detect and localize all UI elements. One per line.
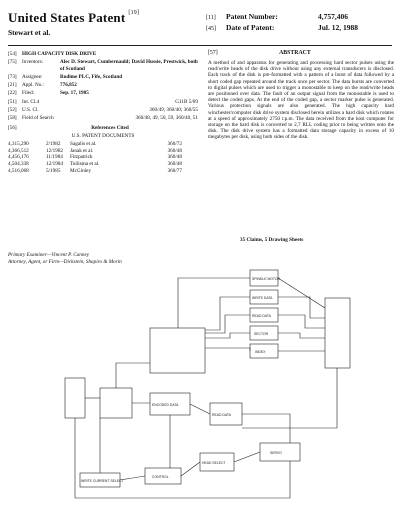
- invention-title: HIGH CAPACITY DISK DRIVE: [22, 51, 97, 57]
- title-text: United States Patent: [8, 10, 126, 25]
- field-inventors: [8, 59, 198, 72]
- field-label: Assignee:: [22, 73, 43, 80]
- diagram-label: ENCODED DATA: [152, 403, 179, 407]
- references-heading-row: [8, 125, 198, 132]
- references-subheading: U.S. PATENT DOCUMENTS: [71, 132, 135, 139]
- reference-number: 4,504,338: [8, 161, 29, 168]
- reference-cls: 360/48: [167, 147, 182, 154]
- diagram-label: READ DATA: [212, 413, 231, 417]
- read-write-block: [100, 388, 132, 418]
- field-label: Filed:: [22, 90, 35, 97]
- field-int-cl: [8, 99, 198, 106]
- reference-number: 4,366,512: [8, 147, 29, 154]
- field-label: Field of Search: [22, 114, 54, 121]
- reference-row: [8, 154, 194, 161]
- field-label: Int. Cl.4: [22, 98, 40, 105]
- diagram-label: SECTOR: [254, 332, 269, 336]
- controller-block: [150, 328, 205, 373]
- title-code: [19]: [128, 10, 140, 16]
- field-value: G11B 5/09: [175, 98, 198, 105]
- field-code: [58]: [8, 114, 17, 121]
- diagram-label: INDEX: [255, 350, 266, 354]
- field-code: [51]: [8, 98, 17, 105]
- field-code: [54]: [8, 51, 17, 57]
- field-value: Alec D. Stewart, Cumbernauld; David Hussie, Prestwick, both of Scotland: [60, 59, 198, 72]
- reference-date: 2/1982: [46, 141, 61, 148]
- reference-cls: 360/48: [167, 161, 182, 168]
- examiner-block: [8, 252, 198, 265]
- patent-number-block: [206, 12, 396, 32]
- field-code: [52]: [8, 106, 17, 113]
- reference-date: 12/1982: [46, 147, 64, 154]
- abstract-text: A method of and apparatus for generating and processing hard sector pulses using the read/write heads of the disk drive without using any external transducers is disclosed. Each track of the disk is pre-formatted with a pattern of a burst of data followed by a short coded gap repeated around the track once per sector. The data bursts are converted to digital pulses which are used to trigger a monostable to keep on the read/write heads are positioned over data. The fault of an output signal from the monostable is used to detect the coded gaps. At the end of the coded gap, a sector marker pulse is generated. Various protection signals are also generated. The high capacity hard winchester/computer disk drive system disclosed herein utilizes a hard disk which rotates at a speed of approximately 2750 r.p.m. The data received from the host computer for storage on the hard disk is converted to 2,7 RLL coding prior to being written onto the disk. The disk drive system has a formatted data storage capacity in excess of 10 megabytes per disk, using both sides of the disk.: [208, 60, 394, 141]
- reference-number: 4,456,176: [8, 154, 29, 161]
- reference-date: 12/1984: [46, 161, 64, 168]
- diagram-label: WRITE CURRENT SELECT: [81, 479, 124, 483]
- patent-number-label: Patent Number:: [226, 12, 278, 21]
- reference-name: Sagalis et al.: [70, 141, 97, 148]
- reference-name: Toilisma et al.: [70, 161, 100, 168]
- diagram-label: READ DATA: [252, 314, 271, 318]
- patent-date-row: [206, 23, 396, 32]
- field-value: Sep. 17, 1985: [60, 90, 89, 97]
- diagram-label: HEAD SELECT: [202, 461, 226, 465]
- reference-name: McGinley: [70, 167, 92, 174]
- references-table: [8, 141, 194, 174]
- inventor-line: Stewart et al.: [8, 28, 51, 37]
- field-title: [8, 51, 198, 58]
- host-interface-block: [325, 298, 350, 368]
- abstract-heading: ABSTRACT: [279, 50, 311, 56]
- reference-date: 5/1985: [46, 167, 61, 174]
- patent-title: [8, 10, 139, 26]
- diagram-label: WRITE DATA: [252, 296, 273, 300]
- field-value: 360/49; 360/40; 360/55: [149, 106, 198, 113]
- abstract-heading-row: [208, 50, 394, 56]
- reference-row: [8, 141, 194, 148]
- field-label: U.S. Cl.: [22, 106, 39, 113]
- patent-number: 4,757,406: [318, 12, 348, 21]
- diagram-label: SERVO: [270, 451, 282, 455]
- reference-cls: 360/72: [167, 141, 182, 148]
- disk-block: [65, 378, 85, 418]
- field-value: 360/48, 49, 50, 59, 360/40, 51: [135, 114, 198, 121]
- diagram-label: SPINDLE MOTOR: [252, 277, 281, 281]
- biblio-fields: [8, 51, 198, 174]
- field-search: [8, 115, 198, 122]
- field-value: Rodime PLC, Fife, Scotland: [60, 73, 123, 80]
- reference-name: Janak et al.: [70, 147, 94, 154]
- patent-date: Jul. 12, 1988: [318, 23, 359, 32]
- field-label: Inventors:: [22, 59, 44, 66]
- abstract-code: [57]: [208, 50, 218, 56]
- references-code: [56]: [8, 124, 17, 131]
- field-code: [75]: [8, 59, 17, 66]
- attorney-agent: Attorney, Agent, or Firm—Dickstein, Shapiro & Morin: [8, 258, 122, 265]
- reference-row: [8, 168, 194, 175]
- patent-date-code: [45]: [206, 26, 216, 32]
- field-value: 776,852: [60, 82, 77, 89]
- reference-cls: 360/48: [167, 154, 182, 161]
- field-code: [22]: [8, 90, 17, 97]
- references-heading: References Cited: [91, 124, 129, 131]
- patent-number-row: [206, 12, 396, 21]
- field-code: [21]: [8, 82, 17, 89]
- field-label: Appl. No.:: [22, 82, 45, 89]
- reference-number: 4,315,290: [8, 141, 29, 148]
- claims-line: 35 Claims, 5 Drawing Sheets: [240, 237, 304, 243]
- field-assignee: [8, 74, 198, 81]
- header-divider: [8, 45, 392, 46]
- field-us-cl: [8, 107, 198, 114]
- reference-date: 11/1984: [46, 154, 63, 161]
- block-diagram-figure: [60, 268, 355, 508]
- reference-row: [8, 161, 194, 168]
- primary-examiner: Primary Examiner—Vincent P. Canney: [8, 252, 90, 258]
- diagram-label: CONTROL: [152, 475, 169, 479]
- field-code: [73]: [8, 73, 17, 80]
- reference-name: Fitzpatrick: [70, 154, 93, 161]
- patent-number-code: [11]: [206, 15, 216, 21]
- field-filed: [8, 90, 198, 97]
- patent-date-label: Date of Patent:: [226, 23, 275, 32]
- reference-cls: 360/77: [167, 167, 182, 174]
- field-appl-no: [8, 82, 198, 89]
- reference-number: 4,516,068: [8, 167, 29, 174]
- reference-row: [8, 148, 194, 155]
